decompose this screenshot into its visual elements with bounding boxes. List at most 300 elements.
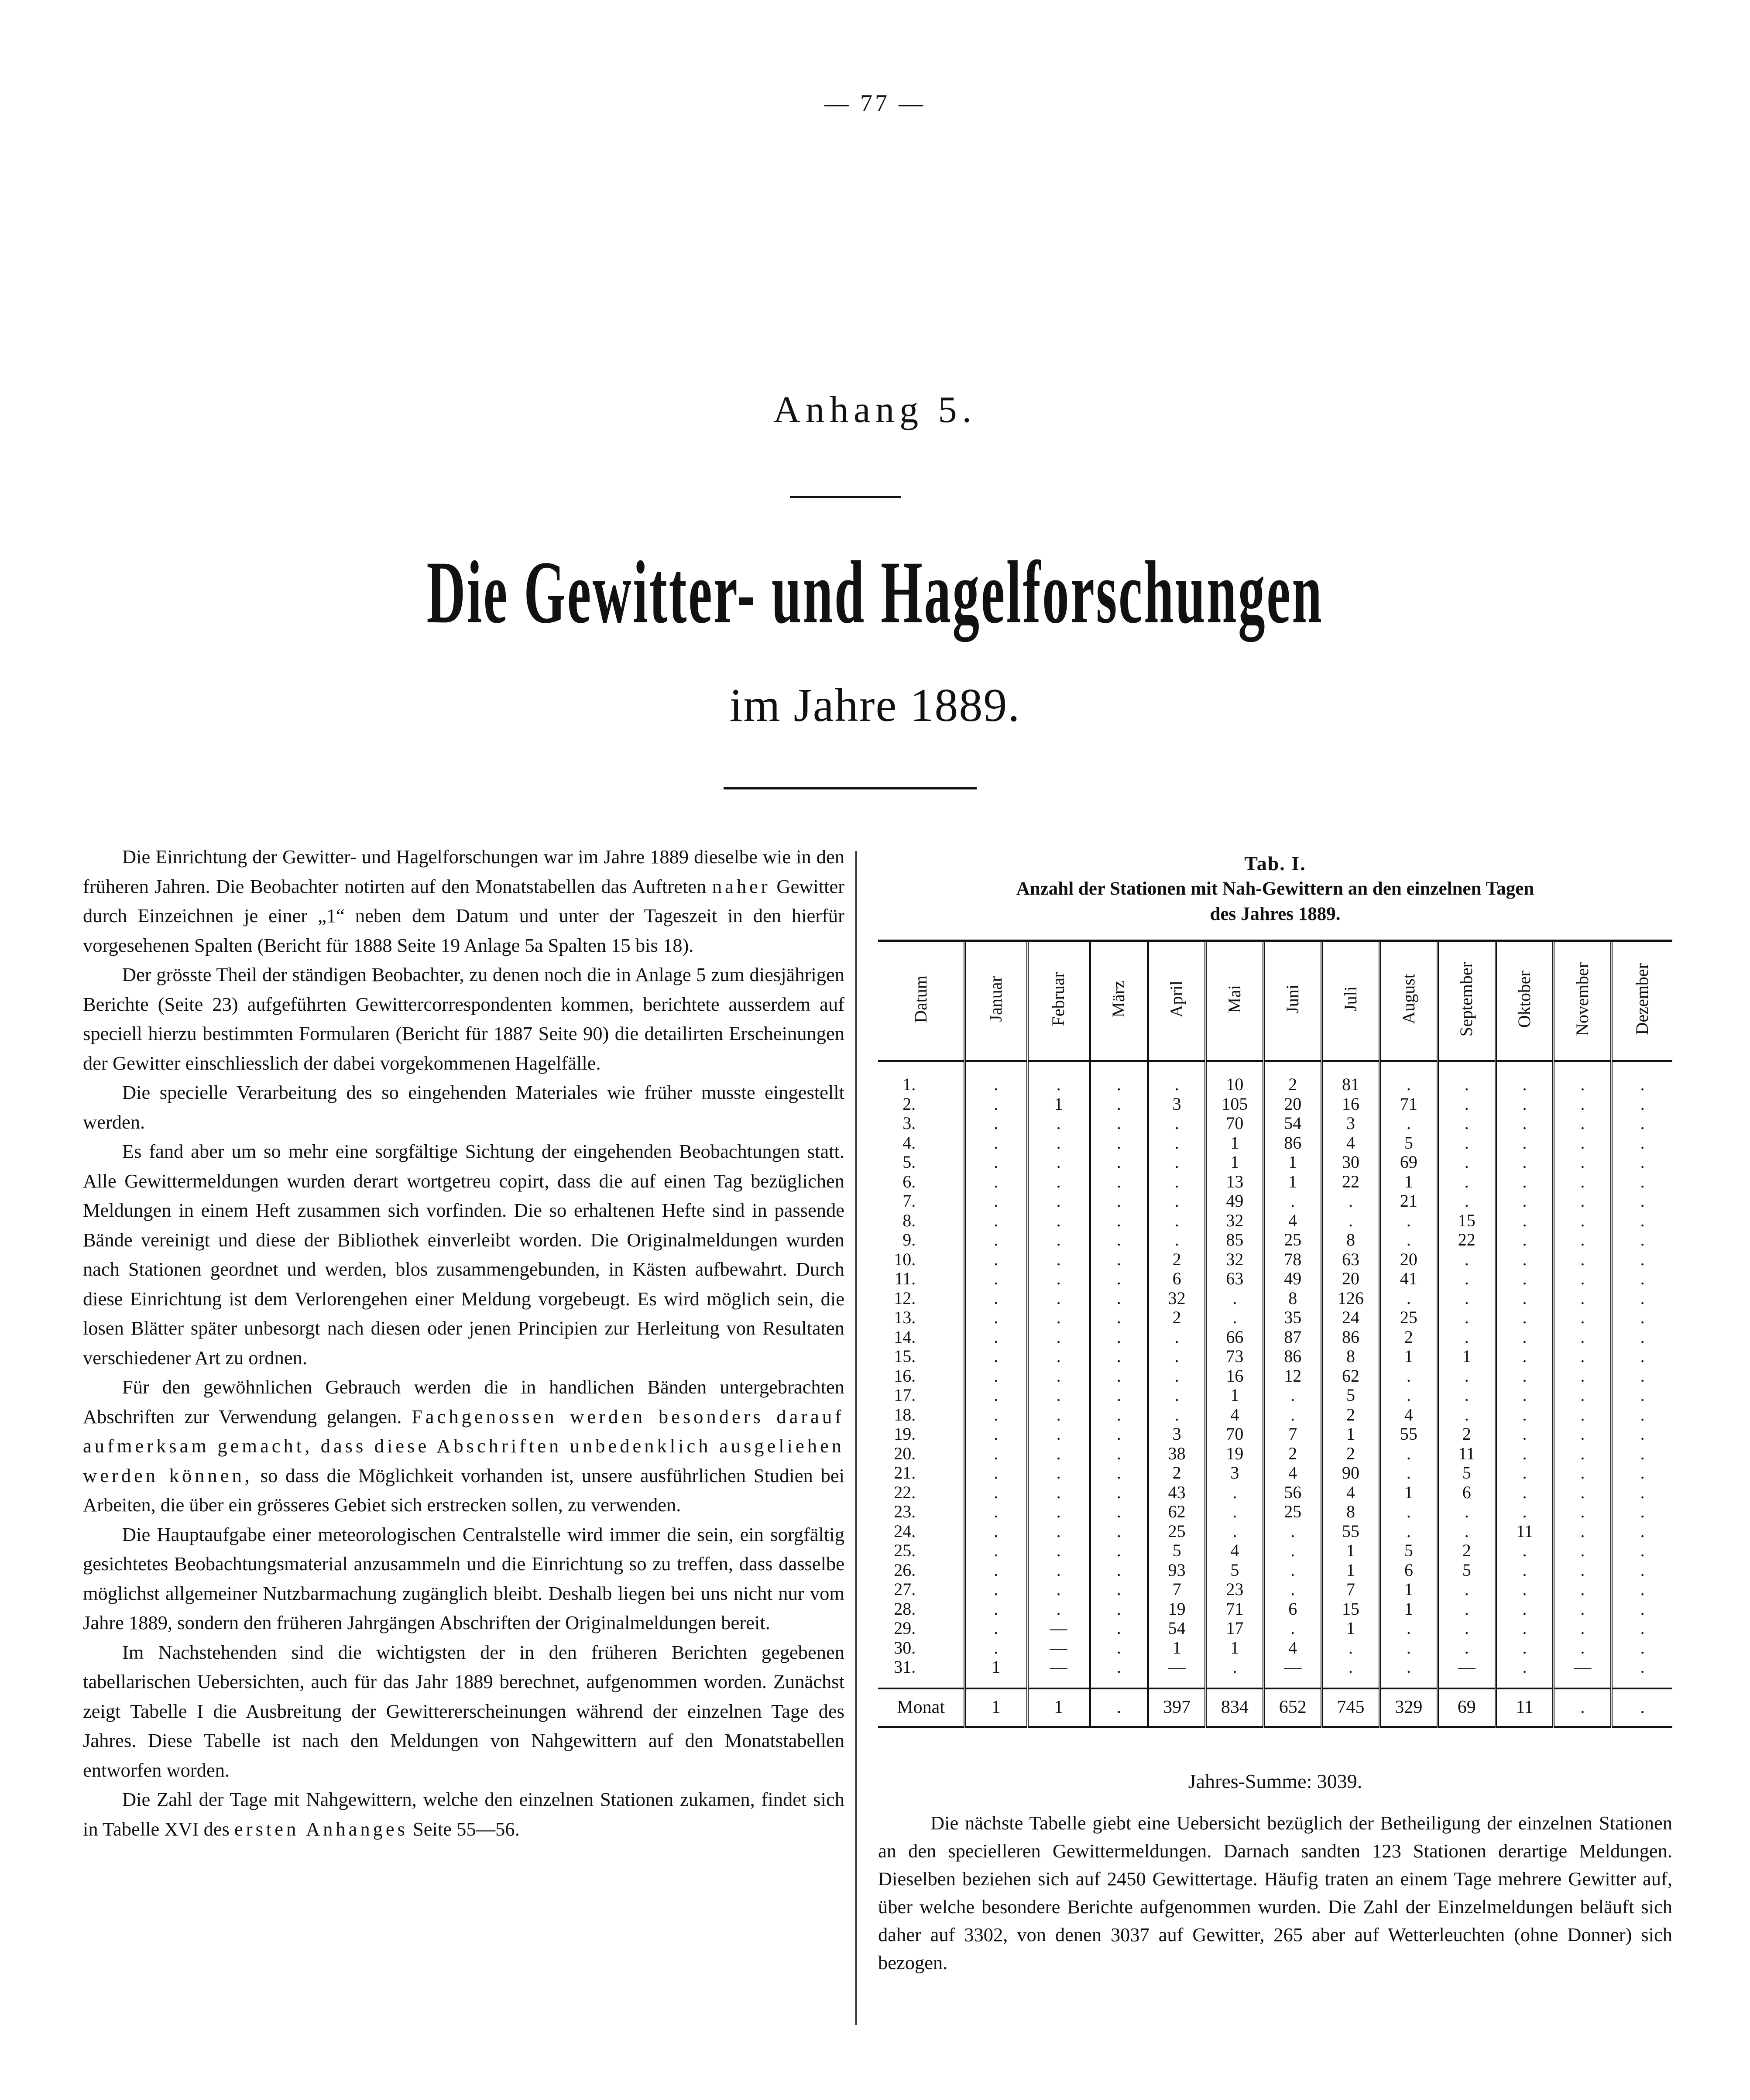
table-cell: . xyxy=(1322,1191,1380,1211)
table-cell: . xyxy=(1496,1366,1554,1386)
table-cell: . xyxy=(1496,1444,1554,1464)
table-cell: 1 xyxy=(1206,1638,1264,1658)
table-cell: . xyxy=(965,1444,1027,1464)
table-cell: . xyxy=(1612,1114,1672,1133)
table-cell: 11 xyxy=(1496,1522,1554,1541)
table-cell: . xyxy=(1612,1483,1672,1503)
table-row xyxy=(878,1541,1672,1561)
table-cell: . xyxy=(1554,1250,1612,1270)
table-cell: . xyxy=(1027,1405,1090,1425)
table-cell: . xyxy=(1554,1580,1612,1599)
table-cell: . xyxy=(1148,1211,1206,1231)
table-cell: 86 xyxy=(1264,1133,1322,1153)
table-cell: . xyxy=(1090,1522,1148,1541)
table-cell: 16 xyxy=(1322,1095,1380,1114)
table-cell: . xyxy=(1496,1463,1554,1483)
date-cell: 30. xyxy=(894,1637,916,1657)
table-cell: 2 xyxy=(1148,1463,1206,1483)
table-cell: 1 xyxy=(1379,1580,1438,1599)
table-cell: 20 xyxy=(1322,1269,1380,1289)
table-cell: . xyxy=(1554,1463,1612,1483)
table-cell: . xyxy=(1027,1386,1090,1405)
table-cell: . xyxy=(1612,1172,1672,1192)
table-cell: . xyxy=(1496,1424,1554,1444)
table-cell: . xyxy=(1148,1172,1206,1192)
table-cell: . xyxy=(1090,1114,1148,1133)
table-cell: . xyxy=(965,1483,1027,1503)
table-cell: . xyxy=(1090,1424,1148,1444)
table-cell: 54 xyxy=(1148,1619,1206,1638)
table-cell: . xyxy=(1322,1638,1380,1658)
column-header-label: Dezember xyxy=(1632,963,1652,1035)
table-cell: 81 xyxy=(1322,1075,1380,1095)
table-cell: 1 xyxy=(1264,1153,1322,1172)
column-header-label: Februar xyxy=(1048,972,1068,1026)
table-cell: . xyxy=(1264,1191,1322,1211)
table-cell: . xyxy=(1148,1075,1206,1095)
table-row xyxy=(878,1153,1672,1172)
table-cell: . xyxy=(1612,1599,1672,1619)
column-header xyxy=(1554,941,1612,1061)
table-row xyxy=(878,1075,1672,1095)
table-row xyxy=(878,1405,1672,1425)
column-header xyxy=(1264,941,1322,1061)
paragraph: Es fand aber um so mehr eine sorgfältige Sichtung der eingehenden Beobachtungen statt. Alle Gewittermeldungen wurden derart wortgetreu copirt, dass die auf einen Tag bezüglichen Meldungen in einem Heft zusammen sich vorfinden. Die so erhaltenen Hefte sind in passende Bände vereinigt und diese der Bibliothek einverleibt worden. Die Originalmeldungen wurden nach Stationen geordnet und werden, blos zusammengebunden, in Kästen aufbewahrt. Durch diese Einrichtung ist dem Verlorengehen einer Meldung vorgebeugt. Es wird möglich sein, die losen Blätter später unbesorgt nach diesen oder jenen Principien zur Herleitung von Resultaten verschiedener Art zu ordnen. xyxy=(83,1140,844,1369)
sum-cell: 834 xyxy=(1206,1688,1264,1727)
table-cell: . xyxy=(965,1230,1027,1250)
table-cell: . xyxy=(965,1095,1027,1114)
table-cell: . xyxy=(1090,1657,1148,1677)
table-cell: . xyxy=(1090,1308,1148,1328)
table-cell: 3 xyxy=(1148,1095,1206,1114)
table-cell: 2 xyxy=(1264,1075,1322,1095)
column-header-label: Oktober xyxy=(1514,970,1534,1028)
table-cell: — xyxy=(1027,1638,1090,1658)
table-cell: . xyxy=(965,1075,1027,1095)
table-cell: 56 xyxy=(1264,1483,1322,1503)
date-cell: 29. xyxy=(894,1618,916,1638)
table-row xyxy=(878,1289,1672,1308)
table-cell: . xyxy=(1612,1522,1672,1541)
table-cell: . xyxy=(1554,1522,1612,1541)
table-cell: . xyxy=(1438,1522,1496,1541)
paragraph: Der grösste Theil der ständigen Beobachter, zu denen noch die in Anlage 5 zum diesjährigen Berichte (Seite 23) aufgeführten Gewittercorrespondenten kommen, berichtete ausserdem auf speciell hierzu bestimmten Formularen (Bericht für 1887 Seite 90) die detailirten Erscheinungen der Gewitter einschliesslich der dabei vorgekommenen Hagelfälle. xyxy=(83,964,844,1074)
table-cell: . xyxy=(965,1386,1027,1405)
spacer-cell xyxy=(1554,1061,1612,1075)
date-cell: 7. xyxy=(902,1191,916,1211)
annual-sum: Jahres-Summe: 3039. xyxy=(1188,1770,1362,1792)
emphasis-text: ersten Anhanges xyxy=(234,1818,408,1840)
table-cell: . xyxy=(1554,1133,1612,1153)
column-header-label: Juni xyxy=(1282,984,1302,1014)
table-cell: . xyxy=(1148,1366,1206,1386)
table-cell: . xyxy=(965,1619,1027,1638)
table-cell: . xyxy=(1090,1153,1148,1172)
table-cell: 20 xyxy=(1264,1095,1322,1114)
table-cell: 11 xyxy=(1438,1444,1496,1464)
spacer-cell xyxy=(1322,1677,1380,1688)
table-cell: . xyxy=(1206,1657,1264,1677)
table-cell: . xyxy=(1554,1502,1612,1522)
table-cell: . xyxy=(1379,1522,1438,1541)
table-cell: 49 xyxy=(1206,1191,1264,1211)
table-cell: . xyxy=(1612,1133,1672,1153)
table-cell: . xyxy=(1027,1522,1090,1541)
table-cell: . xyxy=(1379,1211,1438,1231)
table-cell: . xyxy=(1027,1191,1090,1211)
table-cell: 6 xyxy=(1148,1269,1206,1289)
table-cell: . xyxy=(1612,1347,1672,1366)
table-cell: 1 xyxy=(1379,1347,1438,1366)
column-header-label: August xyxy=(1398,974,1418,1025)
table-cell: . xyxy=(1496,1638,1554,1658)
table-cell: . xyxy=(1554,1308,1612,1328)
table-cell: . xyxy=(1379,1638,1438,1658)
table-cell: 6 xyxy=(1264,1599,1322,1619)
table-row xyxy=(878,1483,1672,1503)
table-cell: 4 xyxy=(1322,1483,1380,1503)
table-cell: . xyxy=(1554,1619,1612,1638)
table-cell: . xyxy=(1379,1619,1438,1638)
table-cell: . xyxy=(1206,1308,1264,1328)
table-row xyxy=(878,1619,1672,1638)
table-cell: . xyxy=(1379,1386,1438,1405)
table-cell: 71 xyxy=(1206,1599,1264,1619)
table-cell: 5 xyxy=(1148,1541,1206,1561)
table-cell: 25 xyxy=(1379,1308,1438,1328)
sum-cell: 11 xyxy=(1496,1688,1554,1727)
table-cell: . xyxy=(1612,1289,1672,1308)
table-cell: . xyxy=(1090,1347,1148,1366)
table-cell: . xyxy=(1264,1405,1322,1425)
table-row xyxy=(878,1463,1672,1483)
column-header-label: November xyxy=(1572,962,1592,1036)
table-cell: 25 xyxy=(1264,1502,1322,1522)
table-cell: 25 xyxy=(1148,1522,1206,1541)
table-cell: . xyxy=(1438,1502,1496,1522)
table-cell: . xyxy=(1612,1405,1672,1425)
table-cell: 7 xyxy=(1264,1424,1322,1444)
table-row xyxy=(878,1444,1672,1464)
emphasis-text: Fachgenossen werden besonders darauf aufmerksam gemacht, dass diese Abschriften unbedenklich ausgeliehen werden können, xyxy=(83,1405,844,1486)
table-cell: . xyxy=(1612,1619,1672,1638)
table-cell: . xyxy=(1090,1211,1148,1231)
spacer-cell xyxy=(1379,1677,1438,1688)
table-cell: . xyxy=(965,1561,1027,1580)
table-cell: . xyxy=(1612,1386,1672,1405)
thunderstorm-table xyxy=(878,940,1672,1728)
table-cell: 2 xyxy=(1148,1308,1206,1328)
table-cell: . xyxy=(1438,1172,1496,1192)
table-cell: 8 xyxy=(1322,1502,1380,1522)
table-cell: . xyxy=(1090,1541,1148,1561)
table-cell: . xyxy=(1496,1075,1554,1095)
table-cell: . xyxy=(1496,1405,1554,1425)
table-cell: 6 xyxy=(1438,1483,1496,1503)
table-cell: . xyxy=(965,1541,1027,1561)
emphasis-text: naher xyxy=(712,875,771,897)
table-cell: . xyxy=(1148,1347,1206,1366)
paragraph: Die nächste Tabelle giebt eine Uebersicht bezüglich der Betheiligung der einzelnen Stationen an den specielleren Gewittermeldungen. Darnach sandten 123 Stationen derartige Meldungen. Dieselben beziehen sich auf 2450 Gewittertage. Häufig traten an einem Tage mehrere Gewitter auf, über welche besondere Berichte aufgenommen wurden. Die Zahl der Einzelmeldungen beläuft sich daher auf 3302, von denen 3037 auf Gewitter, 265 aber auf Wetterleuchten (ohne Donner) sich bezogen. xyxy=(878,1812,1672,1973)
column-header xyxy=(1496,941,1554,1061)
spacer-cell xyxy=(1264,1061,1322,1075)
paragraph-text: Seite 55—56. xyxy=(413,1818,520,1840)
table-cell: 1 xyxy=(1322,1619,1380,1638)
table-cell: 1 xyxy=(1379,1172,1438,1192)
paragraph: Die specielle Verarbeitung des so eingehenden Materiales wie früher musste eingestellt werden. xyxy=(83,1081,844,1133)
table-cell: . xyxy=(1322,1211,1380,1231)
date-cell: 5. xyxy=(902,1152,916,1172)
sum-cell: 1 xyxy=(1027,1688,1090,1727)
table-cell: . xyxy=(1438,1133,1496,1153)
table-cell: . xyxy=(1264,1386,1322,1405)
table-cell: . xyxy=(1438,1095,1496,1114)
table-cell: . xyxy=(1612,1191,1672,1211)
table-cell: . xyxy=(1027,1541,1090,1561)
column-header xyxy=(1438,941,1496,1061)
table-cell: . xyxy=(1027,1075,1090,1095)
table-cell: . xyxy=(965,1114,1027,1133)
date-cell: 3. xyxy=(902,1113,916,1133)
date-cell: 19. xyxy=(894,1424,916,1444)
table-cell: . xyxy=(1496,1619,1554,1638)
paragraph xyxy=(83,842,844,960)
table-header-row xyxy=(878,941,1672,1061)
table-cell: . xyxy=(1090,1172,1148,1192)
table-cell: . xyxy=(1090,1483,1148,1503)
table-cell: 16 xyxy=(1206,1366,1264,1386)
table-cell: 2 xyxy=(1264,1444,1322,1464)
table-row xyxy=(878,1250,1672,1270)
table-cell: . xyxy=(1379,1075,1438,1095)
date-cell: 14. xyxy=(894,1327,916,1347)
paragraph: Im Nachstehenden sind die wichtigsten der in den früheren Berichten gegebenen tabellarischen Uebersichten, auch für das Jahr 1889 berechnet, aufgenommen worden. Zunächst zeigt Tabelle I die Ausbreitung der Gewittererscheinungen während der einzelnen Tage des Jahres. Diese Tabelle ist nach den Meldungen von Nahgewittern auf den Monatstabellen entworfen worden. xyxy=(83,1641,844,1781)
table-cell: . xyxy=(1496,1269,1554,1289)
table-spacer xyxy=(878,1677,1672,1688)
table-cell: . xyxy=(1090,1095,1148,1114)
table-cell: . xyxy=(1612,1638,1672,1658)
table-cell: . xyxy=(1496,1114,1554,1133)
table-cell: — xyxy=(1554,1657,1612,1677)
table-cell: 1 xyxy=(1322,1561,1380,1580)
spacer-cell xyxy=(1090,1677,1148,1688)
table-cell: 4 xyxy=(1264,1463,1322,1483)
table-cell: 5 xyxy=(1438,1561,1496,1580)
table-label: Tab. I. xyxy=(1244,852,1306,875)
spacer-cell xyxy=(1090,1061,1148,1075)
table-cell: . xyxy=(1554,1405,1612,1425)
table-cell: . xyxy=(965,1269,1027,1289)
table-cell: . xyxy=(1496,1541,1554,1561)
table-cell: 1 xyxy=(1379,1599,1438,1619)
column-header xyxy=(1322,941,1380,1061)
table-cell: . xyxy=(1554,1114,1612,1133)
table-cell: . xyxy=(1322,1657,1380,1677)
table-cell: — xyxy=(1264,1657,1322,1677)
spacer-cell xyxy=(1148,1061,1206,1075)
page-subtitle: im Jahre 1889. xyxy=(729,679,1021,731)
table-cell: 5 xyxy=(1379,1541,1438,1561)
table-cell: . xyxy=(1206,1522,1264,1541)
table-cell: . xyxy=(1496,1250,1554,1270)
sum-cell: 1 xyxy=(965,1688,1027,1727)
table-cell: . xyxy=(1379,1366,1438,1386)
column-header xyxy=(878,941,965,1061)
table-cell: 71 xyxy=(1379,1095,1438,1114)
table-cell: 62 xyxy=(1148,1502,1206,1522)
spacer-cell xyxy=(1438,1061,1496,1075)
table-cell: 19 xyxy=(1206,1444,1264,1464)
column-divider xyxy=(855,851,857,2025)
date-cell: 9. xyxy=(902,1230,916,1249)
table-cell: . xyxy=(1612,1328,1672,1347)
table-cell: . xyxy=(1027,1599,1090,1619)
table-cell: . xyxy=(1090,1580,1148,1599)
appendix-heading: Anhang 5. xyxy=(773,388,977,430)
table-cell: . xyxy=(1438,1405,1496,1425)
spacer-cell xyxy=(1148,1677,1206,1688)
monthly-sum-row xyxy=(878,1688,1672,1727)
table-cell: . xyxy=(965,1347,1027,1366)
table-cell: . xyxy=(1090,1638,1148,1658)
table-cell: 1 xyxy=(1264,1172,1322,1192)
table-cell: . xyxy=(1027,1211,1090,1231)
table-cell: . xyxy=(1148,1230,1206,1250)
date-cell: 27. xyxy=(894,1579,916,1599)
table-cell: . xyxy=(1554,1483,1612,1503)
table-cell: . xyxy=(1090,1366,1148,1386)
table-cell: . xyxy=(1612,1502,1672,1522)
table-cell: . xyxy=(1090,1386,1148,1405)
table-cell: . xyxy=(1438,1386,1496,1405)
column-header-label: März xyxy=(1108,981,1129,1018)
table-cell: . xyxy=(1612,1153,1672,1172)
table-row xyxy=(878,1308,1672,1328)
table-cell: . xyxy=(1496,1580,1554,1599)
table-cell: . xyxy=(1554,1211,1612,1231)
table-cell: 86 xyxy=(1264,1347,1322,1366)
table-cell: . xyxy=(1027,1114,1090,1133)
paragraph-text: Die Einrichtung der Gewitter- und Hagelforschungen war im Jahre 1889 dieselbe wie in den früheren Jahren. Die Beobachter notirten auf den Monatstabellen das Auftreten xyxy=(83,846,844,897)
table-cell: . xyxy=(1027,1269,1090,1289)
table-cell: . xyxy=(1264,1561,1322,1580)
date-cell: 12. xyxy=(894,1288,916,1308)
table-cell: . xyxy=(1090,1599,1148,1619)
table-cell: 7 xyxy=(1322,1580,1380,1599)
table-cell: 15 xyxy=(1322,1599,1380,1619)
column-header xyxy=(1090,941,1148,1061)
table-row xyxy=(878,1211,1672,1231)
table-row xyxy=(878,1424,1672,1444)
paragraph xyxy=(83,1373,844,1520)
table-cell: 13 xyxy=(1206,1172,1264,1192)
spacer-cell xyxy=(1612,1061,1672,1075)
date-cell: 6. xyxy=(902,1171,916,1191)
table-row xyxy=(878,1502,1672,1522)
table-row xyxy=(878,1599,1672,1619)
table-cell: 8 xyxy=(1322,1230,1380,1250)
table-cell: . xyxy=(1612,1561,1672,1580)
table-cell: 1 xyxy=(1322,1541,1380,1561)
table-cell: . xyxy=(1554,1191,1612,1211)
table-cell: . xyxy=(1496,1153,1554,1172)
date-cell: 20. xyxy=(894,1443,916,1463)
table-cell: . xyxy=(1438,1289,1496,1308)
table-cell: . xyxy=(1612,1211,1672,1231)
table-cell: . xyxy=(1612,1580,1672,1599)
column-header-label: Mai xyxy=(1225,985,1245,1013)
table-cell: . xyxy=(1612,1444,1672,1464)
column-header xyxy=(965,941,1027,1061)
date-cell: 1. xyxy=(902,1074,916,1094)
right-column xyxy=(878,851,1672,1973)
table-cell: . xyxy=(1027,1172,1090,1192)
spacer-cell xyxy=(1496,1677,1554,1688)
table-cell: . xyxy=(1554,1095,1612,1114)
table-cell: . xyxy=(1090,1269,1148,1289)
table-row xyxy=(878,1638,1672,1658)
table-cell: . xyxy=(1496,1095,1554,1114)
table-cell: . xyxy=(1027,1444,1090,1464)
table-row xyxy=(878,1386,1672,1405)
table-cell: . xyxy=(1027,1153,1090,1172)
table-cell: 43 xyxy=(1148,1483,1206,1503)
date-cell: 16. xyxy=(894,1366,916,1386)
table-row xyxy=(878,1328,1672,1347)
date-cell: 11. xyxy=(894,1269,916,1288)
table-cell: 1 xyxy=(1438,1347,1496,1366)
table-cell: . xyxy=(1264,1541,1322,1561)
table-cell: . xyxy=(1554,1561,1612,1580)
table-row xyxy=(878,1269,1672,1289)
table-cell: — xyxy=(1027,1657,1090,1677)
table-cell: 4 xyxy=(1264,1211,1322,1231)
spacer-cell xyxy=(1612,1677,1672,1688)
table-cell: . xyxy=(1027,1366,1090,1386)
table-cell: . xyxy=(1379,1444,1438,1464)
table-cell: . xyxy=(965,1599,1027,1619)
table-cell: . xyxy=(1027,1230,1090,1250)
table-cell: 2 xyxy=(1379,1328,1438,1347)
date-cell: 24. xyxy=(894,1521,916,1541)
sum-cell: 652 xyxy=(1264,1688,1322,1727)
table-cell: . xyxy=(1554,1347,1612,1366)
table-cell: 38 xyxy=(1148,1444,1206,1464)
paragraph-text: so dass die Möglichkeit vorhanden ist, unsere ausführlichen Studien bei Arbeiten, die über ein grösseres Gebiet sich erstrecken sollen, zu verwenden. xyxy=(83,1464,844,1516)
table-cell: . xyxy=(1612,1463,1672,1483)
paragraph-text: Für den gewöhnlichen Gebrauch werden die in handlichen Bänden untergebrachten Abschriften zur Verwendung gelangen. xyxy=(83,1376,844,1427)
date-cell: 13. xyxy=(894,1307,916,1327)
table-cell: 1 xyxy=(1322,1424,1380,1444)
table-cell: 4 xyxy=(1206,1405,1264,1425)
table-cell: . xyxy=(1148,1133,1206,1153)
table-row xyxy=(878,1191,1672,1211)
table-cell: . xyxy=(1438,1075,1496,1095)
date-cell: 18. xyxy=(894,1404,916,1424)
table-cell: 105 xyxy=(1206,1095,1264,1114)
table-cell: 1 xyxy=(1027,1095,1090,1114)
table-cell: 2 xyxy=(1438,1424,1496,1444)
table-cell: — xyxy=(1148,1657,1206,1677)
table-cell: . xyxy=(1438,1599,1496,1619)
table-cell: 21 xyxy=(1379,1191,1438,1211)
paragraph xyxy=(83,1785,844,1844)
table-row xyxy=(878,1230,1672,1250)
table-cell: . xyxy=(965,1289,1027,1308)
table-row xyxy=(878,1580,1672,1599)
spacer-cell xyxy=(1027,1061,1090,1075)
table-cell: . xyxy=(965,1580,1027,1599)
